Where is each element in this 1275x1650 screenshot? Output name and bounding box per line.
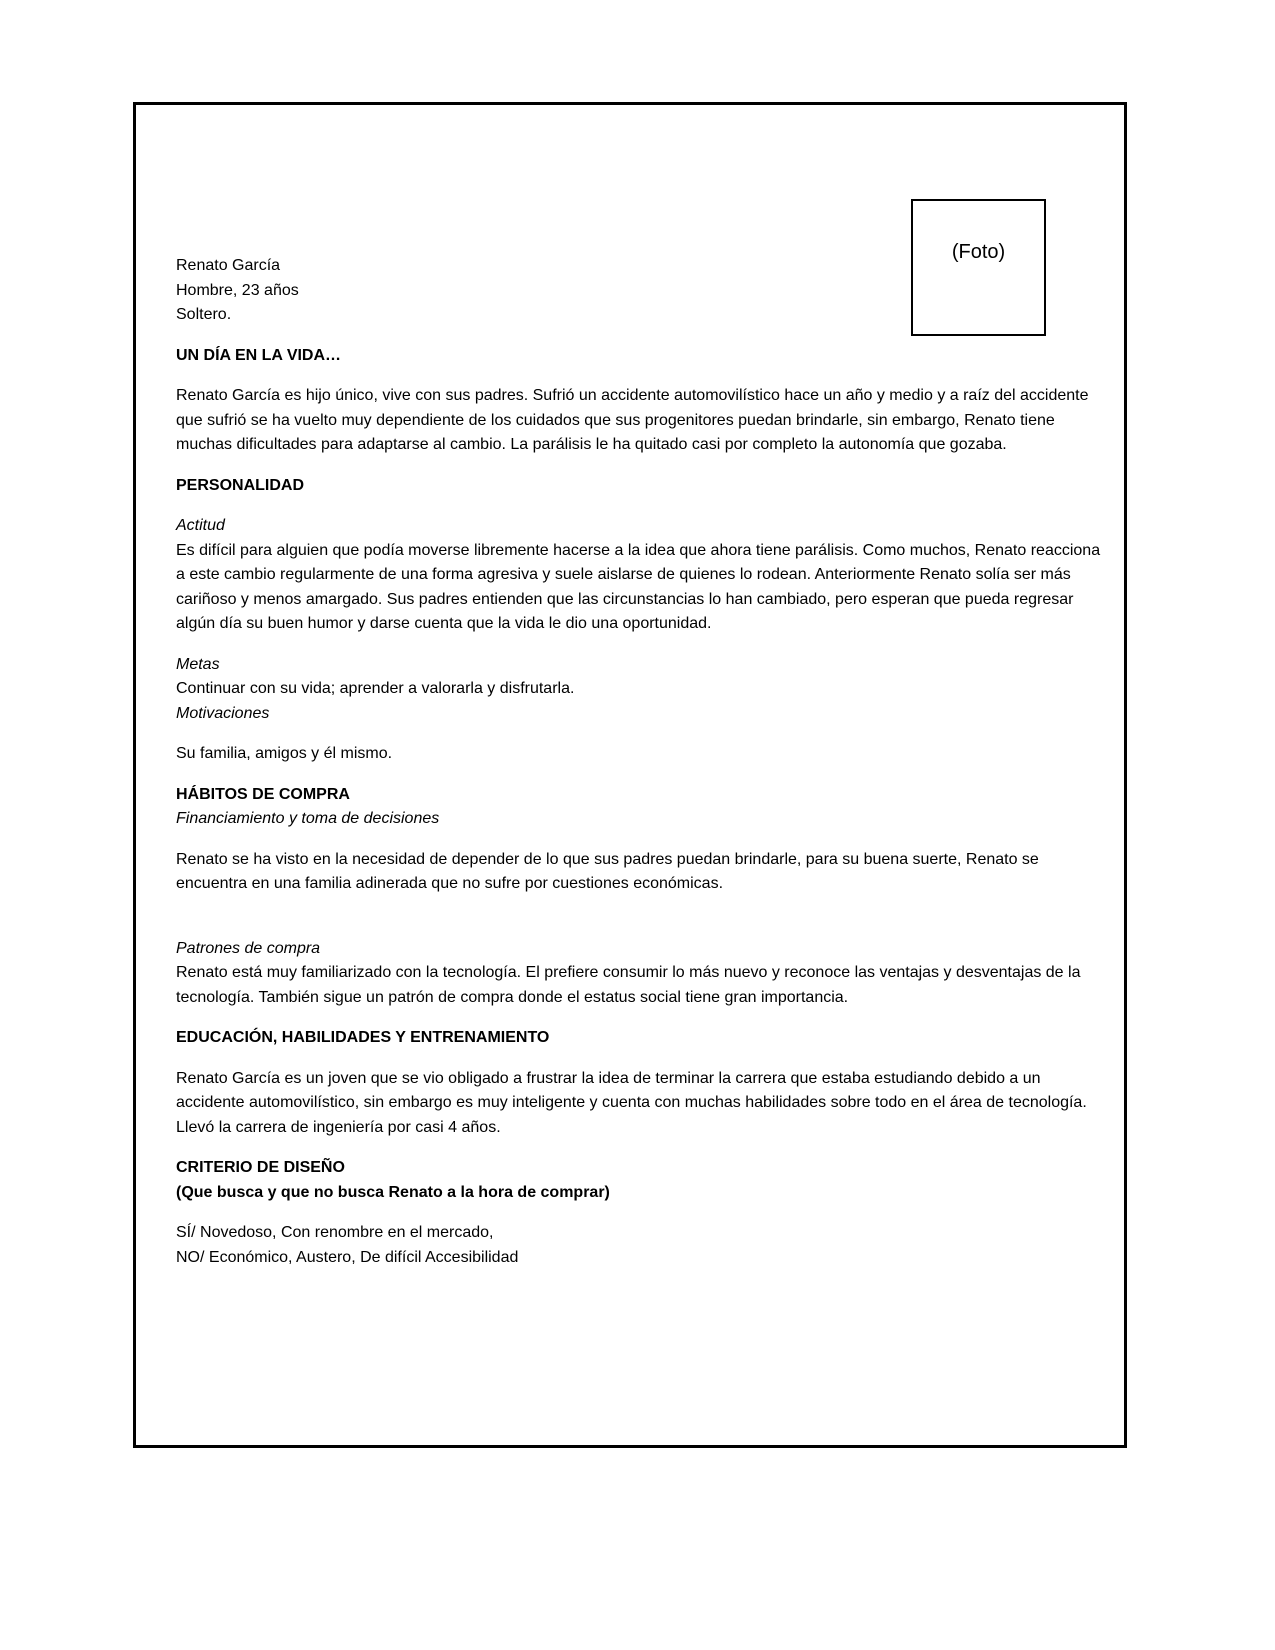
patterns-label: Patrones de compra: [176, 939, 321, 957]
day-in-life-text: Renato García es hijo único, vive con sus padres. Sufrió un accidente automovilístico hace un año y medio y a raíz del accidente que sufrió se ha vuelto muy dependiente de los cuidados que sus progenitores puedan brindarle, sin embargo, Renato tiene muchas dificultades para adaptarse al cambio. La parálisis le ha quitado casi por completo la autonomía que gozaba.: [176, 387, 1089, 453]
goals-text: Continuar con su vida; aprender a valorarla y disfrutarla.: [176, 680, 575, 697]
patterns-text: Renato está muy familiarizado con la tecnología. El prefiere consumir lo más nuevo y reconoce las ventajas y desventajas de la tecnología. También sigue un patrón de compra donde el estatus social tiene gran importancia.: [176, 964, 1081, 1006]
education-text: Renato García es un joven que se vio obligado a frustrar la idea de terminar la carrera que estaba estudiando debido a un accidente automovilístico, sin embargo es muy inteligente y cuenta con muchas habilidades sobre todo en el área de tecnología. Llevó la carrera de ingeniería por casi 4 años.: [176, 1069, 1087, 1136]
profile-name: Renato García: [176, 257, 281, 274]
design-criteria-heading: CRITERIO DE DISEÑO: [176, 1159, 345, 1176]
persona-document: [176, 254, 1106, 1270]
goals-label: Metas: [176, 655, 220, 673]
motivations-text: Su familia, amigos y él mismo.: [176, 745, 393, 762]
buying-habits-heading: HÁBITOS DE COMPRA: [176, 785, 350, 803]
day-in-life-heading: UN DÍA EN LA VIDA…: [176, 346, 342, 364]
attitude-label: Actitud: [176, 517, 225, 534]
profile-gender-age: Hombre, 23 años: [176, 281, 299, 299]
motivations-label: Motivaciones: [176, 704, 270, 722]
profile-status: Soltero.: [176, 306, 232, 323]
financing-label: Financiamiento y toma de decisiones: [176, 810, 440, 827]
design-criteria-no: NO/ Económico, Austero, De difícil Accesibilidad: [176, 1248, 519, 1266]
personality-heading: PERSONALIDAD: [176, 476, 305, 494]
education-heading: EDUCACIÓN, HABILIDADES Y ENTRENAMIENTO: [176, 1029, 550, 1046]
photo-label: (Foto): [951, 241, 1006, 263]
design-criteria-subheading: (Que busca y que no busca Renato a la hora de comprar): [176, 1183, 610, 1201]
attitude-text: Es difícil para alguien que podía moverse libremente hacerse a la idea que ahora tiene parálisis. Como muchos, Renato reacciona a este cambio regularmente de una forma agresiva y suele aislarse de quienes lo rodean. Anteriormente Renato solía ser más cariñoso y menos amargado. Sus padres entienden que las circunstancias lo han cambiado, pero esperan que pueda regresar algún día su buen humor y darse cuenta que la vida le dio una oportunidad.: [176, 541, 1101, 632]
financing-text: Renato se ha visto en la necesidad de depender de lo que sus padres puedan brindarle, para su buena suerte, Renato se encuentra en una familia adinerada que no sufre por cuestiones económicas.: [176, 850, 1039, 892]
design-criteria-yes: SÍ/ Novedoso, Con renombre en el mercado,: [176, 1224, 494, 1241]
